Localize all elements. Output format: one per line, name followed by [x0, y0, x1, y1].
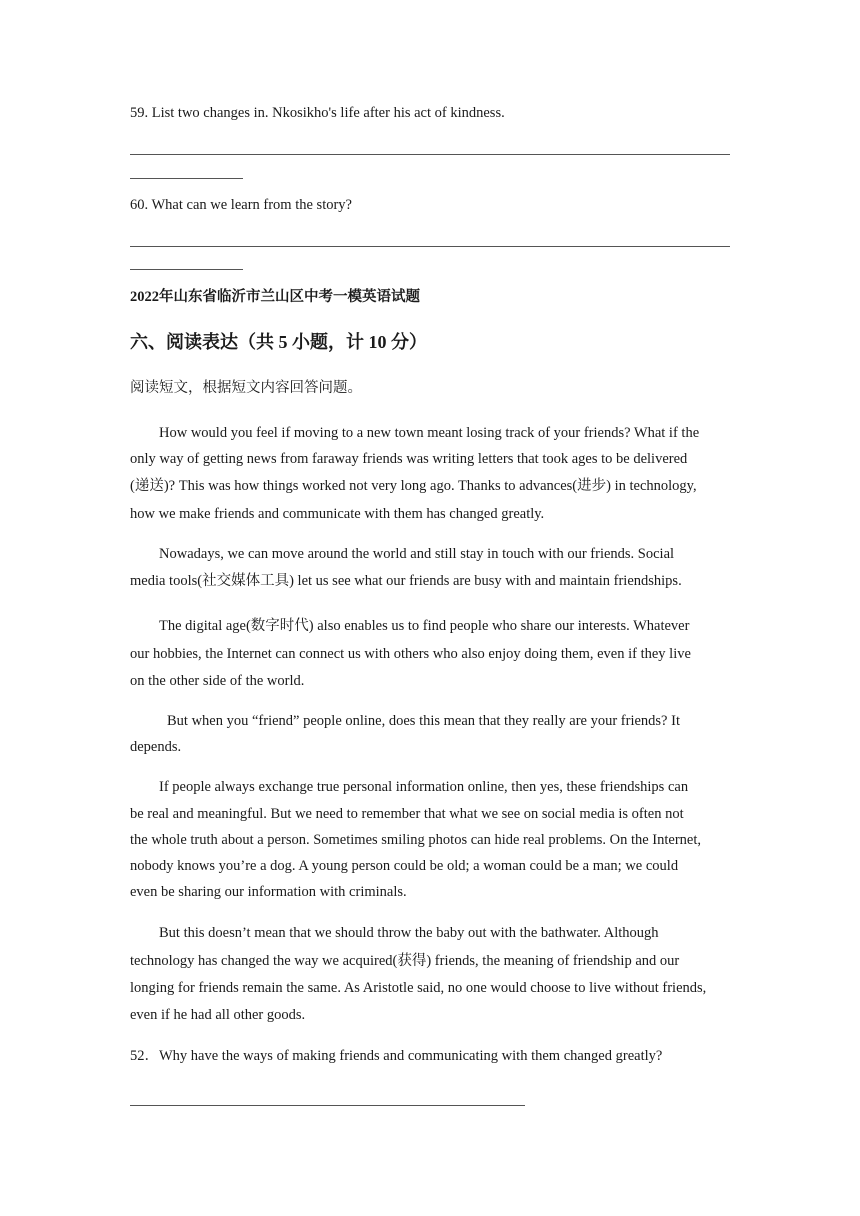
question-52: 52．Why have the ways of making friends and communicating with them changed greatly? — [130, 1048, 663, 1064]
passage-line: be real and meaningful. But we need to remember that what we see on social media is often not — [130, 806, 684, 822]
passage-line: But when you “friend” people online, does this mean that they really are your friends? It — [167, 713, 680, 729]
passage-line: nobody knows you’re a dog. A young person could be old; a woman could be a man; we could — [130, 858, 679, 874]
passage-line: only way of getting news from faraway friends was writing letters that took ages to be delivered — [130, 451, 688, 467]
passage-line: How would you feel if moving to a new town meant losing track of your friends? What if the — [159, 425, 700, 441]
passage-line: But this doesn’t mean that we should throw the baby out with the bathwater. Although — [159, 925, 659, 941]
passage-line: If people always exchange true personal information online, then yes, these friendships can — [159, 779, 689, 795]
answer-line-52 — [130, 1105, 525, 1106]
passage-line: the whole truth about a person. Sometimes smiling photos can hide real problems. On the Internet, — [130, 832, 702, 848]
passage-line: longing for friends remain the same. As Aristotle said, no one would choose to live without friends, — [130, 980, 707, 996]
section-title: 六、阅读表达（共 5 小题，计 10 分） — [130, 332, 427, 352]
passage-line: depends. — [130, 739, 182, 755]
passage-line: technology has changed the way we acquired(获得) friends, the meaning of friendship and our — [130, 953, 680, 969]
passage-line: media tools(社交媒体工具) let us see what our friends are busy with and maintain friendships. — [130, 573, 682, 589]
answer-line-60b — [130, 269, 243, 270]
answer-line-59b — [130, 178, 243, 179]
passage-line: even if he had all other goods. — [130, 1007, 306, 1023]
passage-line: our hobbies, the Internet can connect us with others who also enjoy doing them, even if they live — [130, 646, 691, 662]
passage-line: how we make friends and communicate with them has changed greatly. — [130, 506, 545, 522]
answer-line-59a — [130, 154, 730, 155]
passage-line: Nowadays, we can move around the world and still stay in touch with our friends. Social — [159, 546, 675, 562]
answer-line-60a — [130, 246, 730, 247]
passage-line: even be sharing our information with criminals. — [130, 884, 407, 900]
exam-title: 2022年山东省临沂市兰山区中考一模英语试题 — [130, 289, 420, 305]
question-59: 59. List two changes in. Nkosikho's life after his act of kindness. — [130, 105, 505, 121]
passage-line: The digital age(数字时代) also enables us to find people who share our interests. Whatever — [159, 618, 690, 634]
instruction: 阅读短文，根据短文内容回答问题。 — [130, 380, 362, 396]
passage-line: on the other side of the world. — [130, 673, 305, 689]
question-60: 60. What can we learn from the story? — [130, 197, 352, 213]
passage-line: (递送)? This was how things worked not very long ago. Thanks to advances(进步) in technology, — [130, 478, 697, 494]
